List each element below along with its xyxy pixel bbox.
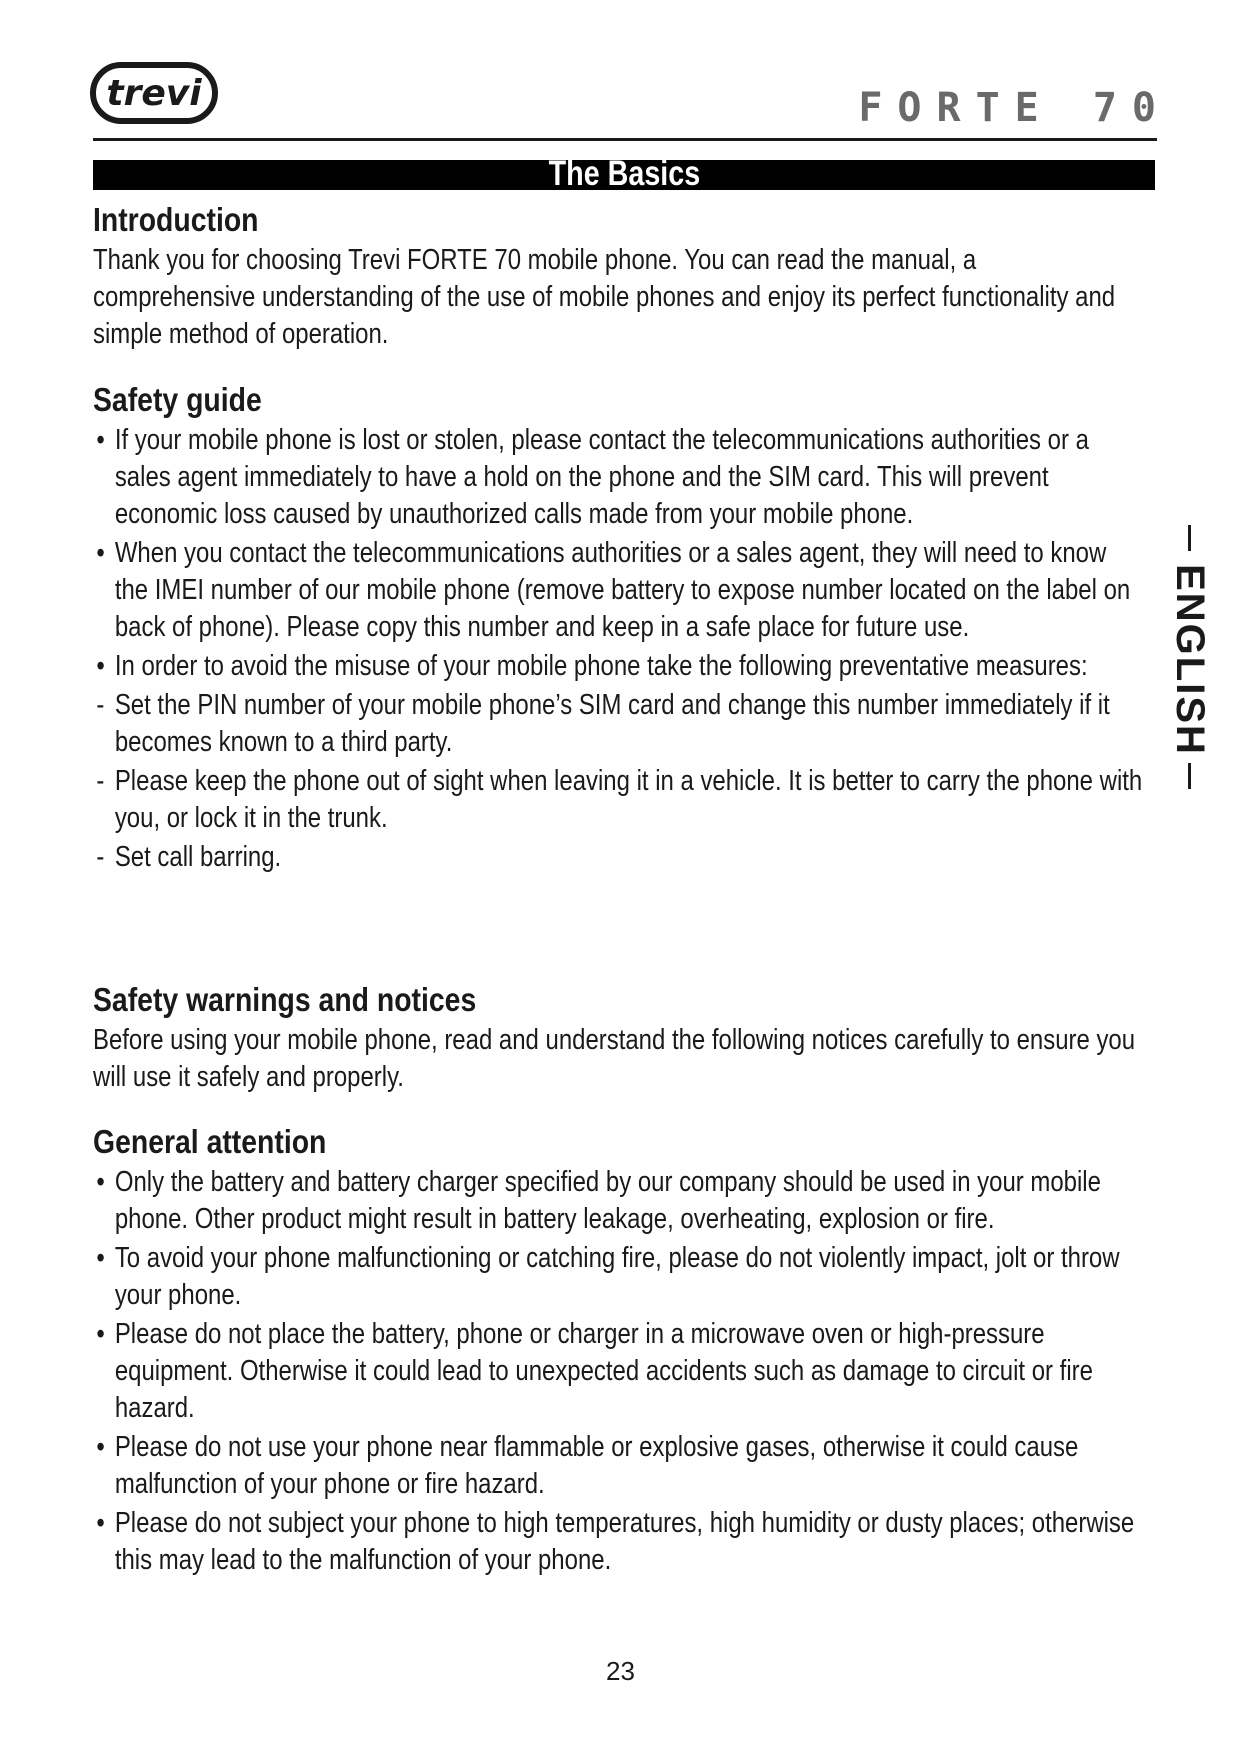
safety-warnings-section [93, 980, 1153, 1096]
bullet-icon: • [96, 650, 105, 682]
trevi-logo-icon [90, 62, 218, 124]
list-item-text: In order to avoid the misuse of your mobile phone take the following preventative measures: [114, 650, 1088, 682]
bullet-icon: • [96, 1431, 105, 1463]
language-label: ENGLISH [1168, 564, 1212, 756]
bullet-icon: • [96, 1242, 105, 1274]
dash-icon: - [96, 689, 105, 721]
bullet-icon: • [96, 1507, 105, 1539]
list-item [93, 763, 1143, 837]
header-divider [93, 138, 1157, 141]
list-item-text: Please do not use your phone near flammable or explosive gases, otherwise it could cause malfunction of your phone or fire hazard. [114, 1431, 1079, 1500]
list-item-text: Set the PIN number of your mobile phone’s SIM card and change this number immediately if it becomes known to a third party. [114, 689, 1110, 758]
list-item [93, 1505, 1143, 1579]
introduction-text: Thank you for choosing Trevi FORTE 70 mobile phone. You can read the manual, a comprehensive understanding of the use of mobile phones and enjoy its perfect functionality and simple method of operation. [93, 244, 1116, 350]
list-item-text: Only the battery and battery charger specified by our company should be used in your mobile phone. Other product might result in battery leakage, overheating, explosion or fire. [114, 1166, 1101, 1235]
language-side-tab [1160, 525, 1216, 785]
bullet-icon: • [96, 1166, 105, 1198]
list-item [93, 1429, 1143, 1503]
list-item-text: Set call barring. [114, 841, 282, 873]
list-item [93, 687, 1143, 761]
list-item-text: To avoid your phone malfunctioning or catching fire, please do not violently impact, jolt or throw your phone. [114, 1242, 1120, 1311]
safety-warnings-heading: Safety warnings and notices [93, 981, 477, 1018]
general-attention-heading: General attention [93, 1123, 327, 1160]
safety-guide-heading: Safety guide [93, 381, 262, 418]
dash-icon: - [96, 765, 105, 797]
list-item-text: Please do not place the battery, phone or charger in a microwave oven or high-pressure equipment. Otherwise it could lead to unexpected accidents such as damage to circuit or fire hazard. [114, 1318, 1093, 1424]
dash-icon: - [96, 841, 105, 873]
list-item-text: When you contact the telecommunications authorities or a sales agent, they will need to know the IMEI number of our mobile phone (remove battery to expose number located on the label on back of phone). Please copy this number and keep in a safe place for future use. [114, 537, 1131, 643]
trevi-logo [90, 62, 218, 124]
introduction-section [93, 200, 1153, 353]
list-item [93, 422, 1143, 533]
section-banner-title: The Basics [548, 154, 700, 193]
side-tab-divider-top [1188, 525, 1191, 551]
model-name: FORTE 70 [858, 85, 1171, 131]
bullet-icon: • [96, 1318, 105, 1350]
list-item [93, 1164, 1143, 1238]
page-number: 23 [606, 1656, 635, 1686]
list-item [93, 1316, 1143, 1427]
list-item [93, 839, 1143, 876]
list-item-text: Please do not subject your phone to high temperatures, high humidity or dusty places; otherwise this may lead to the malfunction of your phone. [114, 1507, 1135, 1576]
list-item-text: Please keep the phone out of sight when leaving it in a vehicle. It is better to carry the phone with you, or lock it in the trunk. [114, 765, 1143, 834]
section-banner-title-wrap [93, 154, 1155, 194]
general-attention-section [93, 1122, 1153, 1581]
list-item [93, 535, 1143, 646]
introduction-heading: Introduction [93, 201, 259, 238]
safety-guide-section [93, 380, 1153, 878]
bullet-icon: • [96, 537, 105, 569]
safety-warnings-text: Before using your mobile phone, read and understand the following notices carefully to ensure you will use it safely and properly. [93, 1024, 1136, 1093]
list-item-text: If your mobile phone is lost or stolen, please contact the telecommunications authorities or a sales agent immediately to have a hold on the phone and the SIM card. This will prevent economic loss caused by unauthorized calls made from your mobile phone. [114, 424, 1089, 530]
list-item [93, 1240, 1143, 1314]
logo-text: trevi [106, 73, 202, 114]
safety-guide-list [93, 422, 1143, 876]
side-tab-divider-bottom [1188, 763, 1191, 789]
bullet-icon: • [96, 424, 105, 456]
general-attention-list [93, 1164, 1143, 1579]
list-item [93, 648, 1143, 685]
page-header [90, 60, 1171, 140]
